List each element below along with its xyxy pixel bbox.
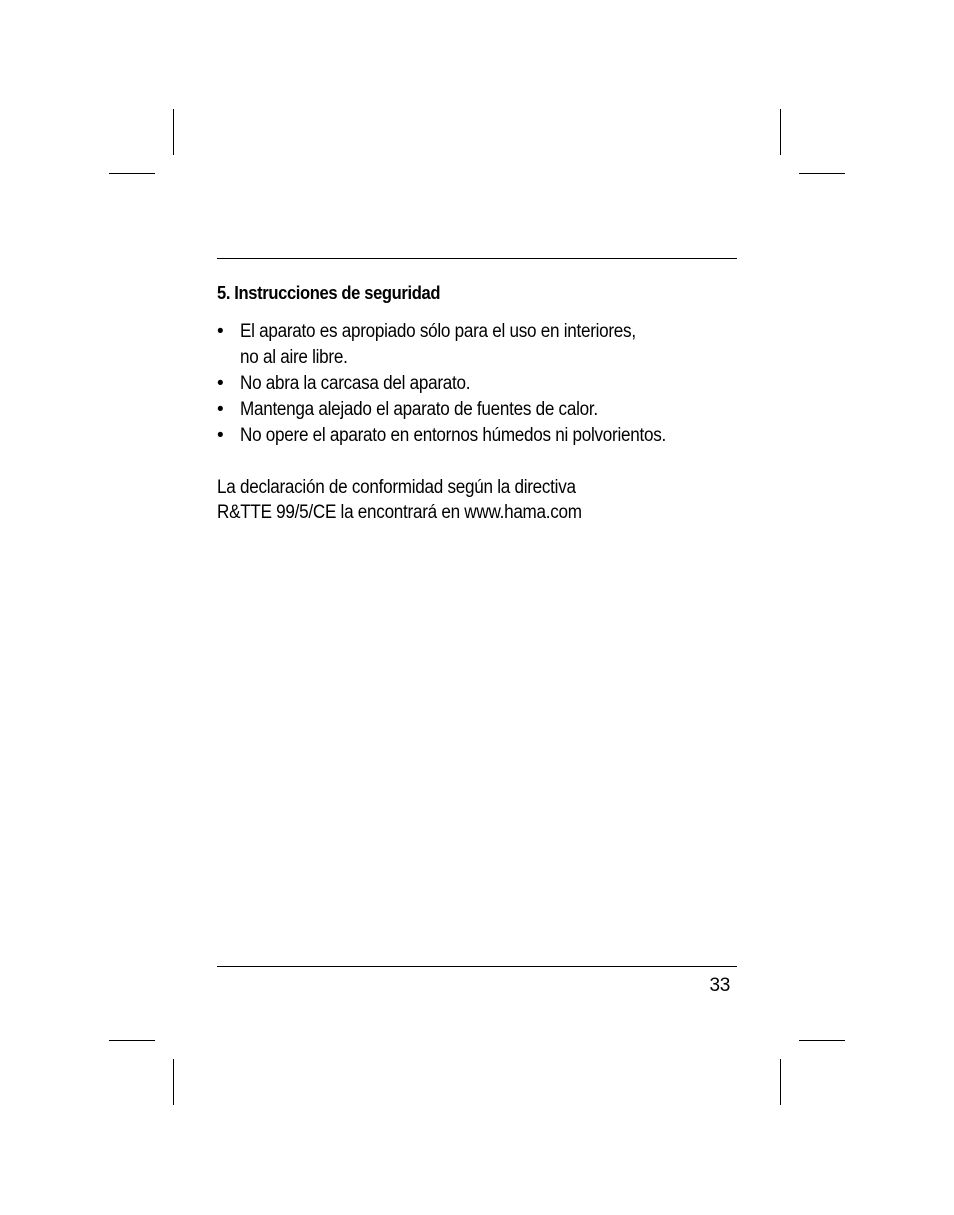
crop-mark-top-left-vertical xyxy=(173,109,174,155)
crop-mark-bottom-left-vertical xyxy=(173,1059,174,1105)
main-content xyxy=(217,280,747,525)
list-item xyxy=(217,397,747,423)
list-item xyxy=(217,371,747,397)
list-item-text: no al aire libre. xyxy=(240,347,348,368)
crop-mark-bottom-right-horizontal xyxy=(799,1040,845,1041)
bullet-icon: • xyxy=(217,373,224,394)
section-heading: 5. Instrucciones de seguridad xyxy=(217,283,441,303)
list-item-text: No opere el aparato en entornos húmedos ni polvorientos. xyxy=(240,425,666,446)
list-item-text: No abra la carcasa del aparato. xyxy=(240,373,471,394)
crop-mark-top-right-vertical xyxy=(780,109,781,155)
declaration-line: R&TTE 99/5/CE la encontrará en www.hama.com xyxy=(217,502,582,523)
page-number: 33 xyxy=(709,975,730,996)
list-item xyxy=(217,423,747,449)
crop-mark-bottom-left-horizontal xyxy=(109,1040,155,1041)
bullet-icon: • xyxy=(217,425,224,446)
bullet-icon: • xyxy=(217,321,224,342)
list-item-text: Mantenga alejado el aparato de fuentes de calor. xyxy=(240,399,598,420)
top-rule xyxy=(217,258,737,259)
list-item-text: El aparato es apropiado sólo para el uso en interiores, xyxy=(240,321,636,342)
crop-mark-top-left-horizontal xyxy=(109,173,155,174)
declaration-paragraph xyxy=(217,475,747,525)
safety-list xyxy=(217,319,747,449)
crop-mark-bottom-right-vertical xyxy=(780,1059,781,1105)
declaration-line: La declaración de conformidad según la directiva xyxy=(217,477,576,498)
bottom-rule xyxy=(217,966,737,967)
bullet-icon: • xyxy=(217,399,224,420)
list-item xyxy=(217,319,747,371)
crop-mark-top-right-horizontal xyxy=(799,173,845,174)
